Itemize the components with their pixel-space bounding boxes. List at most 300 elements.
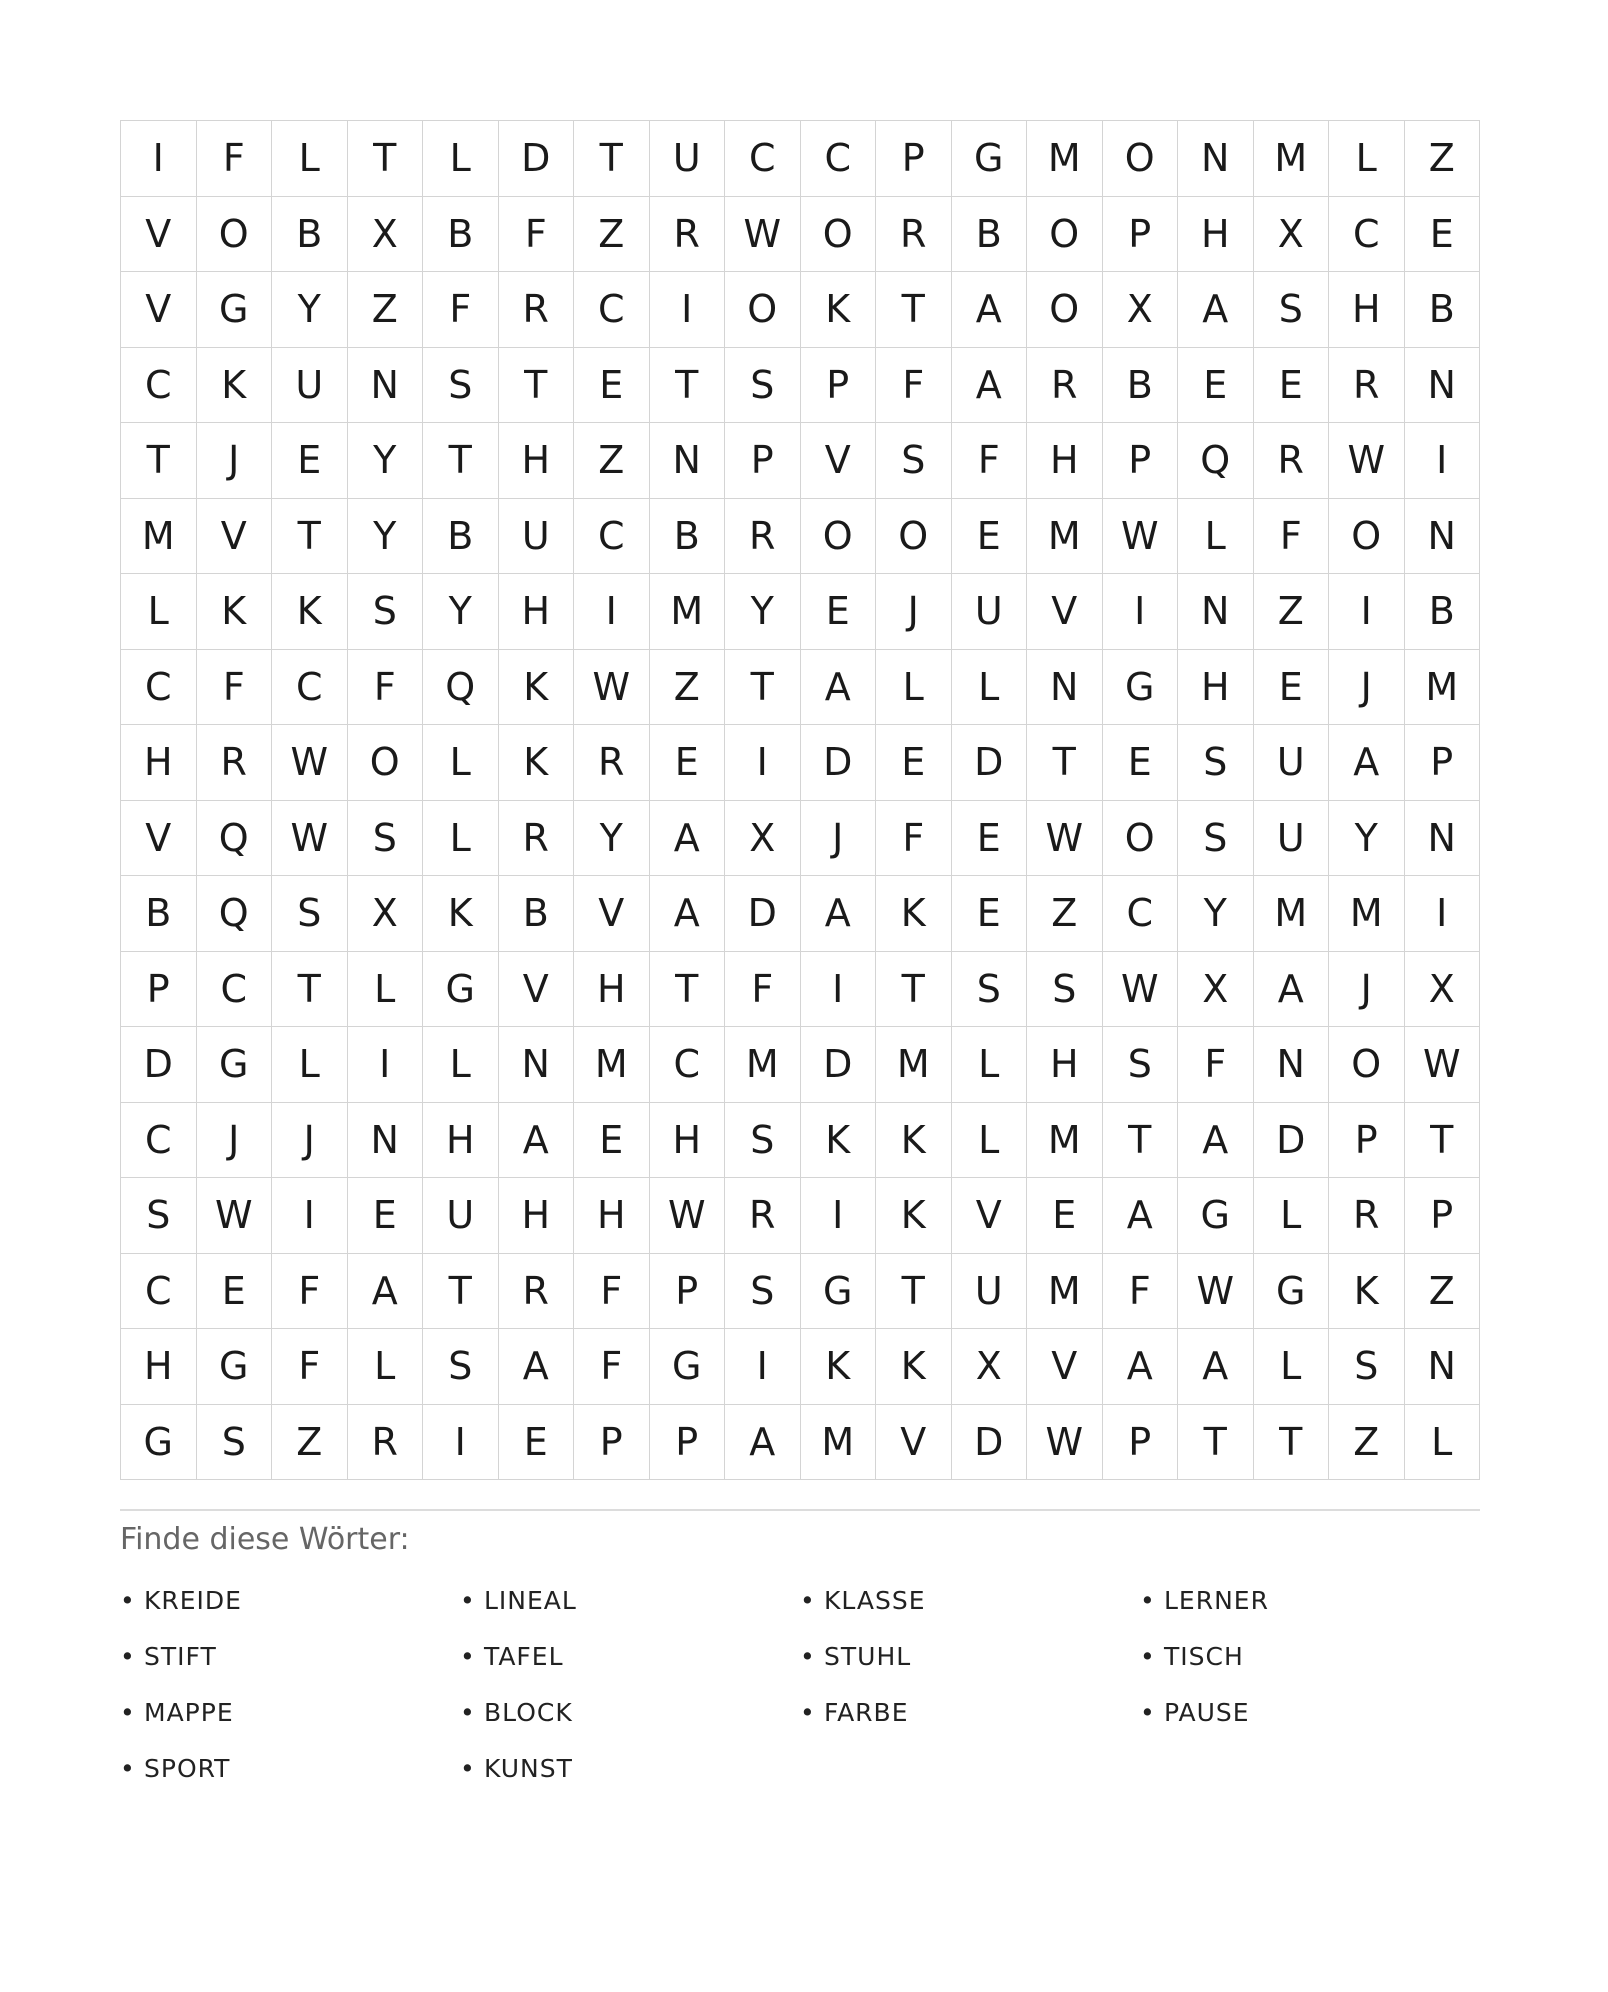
grid-cell[interactable]: Z	[1329, 1405, 1405, 1481]
grid-cell[interactable]: V	[121, 197, 197, 273]
grid-cell[interactable]: U	[272, 348, 348, 424]
grid-cell[interactable]: K	[499, 650, 575, 726]
grid-cell[interactable]: U	[1254, 725, 1330, 801]
grid-cell[interactable]: F	[725, 952, 801, 1028]
grid-cell[interactable]: T	[1254, 1405, 1330, 1481]
grid-cell[interactable]: L	[121, 574, 197, 650]
grid-cell[interactable]: X	[348, 197, 424, 273]
grid-cell[interactable]: H	[423, 1103, 499, 1179]
grid-cell[interactable]: F	[952, 423, 1028, 499]
grid-cell[interactable]: M	[650, 574, 726, 650]
grid-cell[interactable]: P	[650, 1254, 726, 1330]
grid-cell[interactable]: P	[1405, 725, 1481, 801]
grid-cell[interactable]: T	[650, 952, 726, 1028]
grid-cell[interactable]: T	[423, 423, 499, 499]
grid-cell[interactable]: F	[574, 1329, 650, 1405]
grid-cell[interactable]: I	[801, 952, 877, 1028]
grid-cell[interactable]: A	[650, 801, 726, 877]
grid-cell[interactable]: L	[1254, 1329, 1330, 1405]
grid-cell[interactable]: A	[1329, 725, 1405, 801]
grid-cell[interactable]: T	[876, 952, 952, 1028]
grid-cell[interactable]: C	[121, 650, 197, 726]
grid-cell[interactable]: N	[1405, 499, 1481, 575]
grid-cell[interactable]: Z	[348, 272, 424, 348]
grid-cell[interactable]: A	[725, 1405, 801, 1481]
grid-cell[interactable]: F	[876, 348, 952, 424]
grid-cell[interactable]: F	[876, 801, 952, 877]
grid-cell[interactable]: O	[197, 197, 273, 273]
grid-cell[interactable]: I	[650, 272, 726, 348]
grid-cell[interactable]: O	[801, 499, 877, 575]
grid-cell[interactable]: O	[1329, 1027, 1405, 1103]
grid-cell[interactable]: R	[725, 1178, 801, 1254]
grid-cell[interactable]: F	[197, 650, 273, 726]
grid-cell[interactable]: T	[650, 348, 726, 424]
grid-cell[interactable]: H	[1027, 423, 1103, 499]
grid-cell[interactable]: B	[952, 197, 1028, 273]
grid-cell[interactable]: E	[499, 1405, 575, 1481]
grid-cell[interactable]: K	[876, 1103, 952, 1179]
grid-cell[interactable]: B	[121, 876, 197, 952]
grid-cell[interactable]: R	[650, 197, 726, 273]
grid-cell[interactable]: O	[801, 197, 877, 273]
grid-cell[interactable]: O	[1103, 121, 1179, 197]
grid-cell[interactable]: T	[725, 650, 801, 726]
grid-cell[interactable]: V	[197, 499, 273, 575]
grid-cell[interactable]: W	[1027, 801, 1103, 877]
grid-cell[interactable]: H	[499, 1178, 575, 1254]
grid-cell[interactable]: U	[499, 499, 575, 575]
grid-cell[interactable]: C	[1329, 197, 1405, 273]
grid-cell[interactable]: Z	[1254, 574, 1330, 650]
grid-cell[interactable]: E	[952, 801, 1028, 877]
grid-cell[interactable]: S	[121, 1178, 197, 1254]
grid-cell[interactable]: L	[1405, 1405, 1481, 1481]
grid-cell[interactable]: F	[272, 1254, 348, 1330]
grid-cell[interactable]: L	[423, 725, 499, 801]
grid-cell[interactable]: P	[1103, 197, 1179, 273]
grid-cell[interactable]: X	[725, 801, 801, 877]
grid-cell[interactable]: E	[1103, 725, 1179, 801]
grid-cell[interactable]: D	[499, 121, 575, 197]
grid-cell[interactable]: T	[876, 272, 952, 348]
grid-cell[interactable]: G	[197, 272, 273, 348]
grid-cell[interactable]: L	[876, 650, 952, 726]
grid-cell[interactable]: P	[650, 1405, 726, 1481]
grid-cell[interactable]: M	[1027, 1103, 1103, 1179]
grid-cell[interactable]: F	[499, 197, 575, 273]
grid-cell[interactable]: H	[121, 1329, 197, 1405]
grid-cell[interactable]: G	[197, 1027, 273, 1103]
grid-cell[interactable]: E	[197, 1254, 273, 1330]
grid-cell[interactable]: H	[1178, 197, 1254, 273]
grid-cell[interactable]: D	[725, 876, 801, 952]
grid-cell[interactable]: L	[348, 1329, 424, 1405]
grid-cell[interactable]: C	[650, 1027, 726, 1103]
grid-cell[interactable]: T	[272, 499, 348, 575]
grid-cell[interactable]: P	[1405, 1178, 1481, 1254]
grid-cell[interactable]: V	[1027, 574, 1103, 650]
grid-cell[interactable]: S	[348, 801, 424, 877]
grid-cell[interactable]: E	[348, 1178, 424, 1254]
grid-cell[interactable]: I	[121, 121, 197, 197]
grid-cell[interactable]: W	[1405, 1027, 1481, 1103]
grid-cell[interactable]: A	[348, 1254, 424, 1330]
grid-cell[interactable]: G	[197, 1329, 273, 1405]
grid-cell[interactable]: I	[1405, 876, 1481, 952]
grid-cell[interactable]: R	[876, 197, 952, 273]
grid-cell[interactable]: H	[499, 423, 575, 499]
grid-cell[interactable]: O	[876, 499, 952, 575]
grid-cell[interactable]: Y	[574, 801, 650, 877]
grid-cell[interactable]: I	[1103, 574, 1179, 650]
grid-cell[interactable]: A	[952, 348, 1028, 424]
grid-cell[interactable]: R	[725, 499, 801, 575]
grid-cell[interactable]: L	[952, 1027, 1028, 1103]
grid-cell[interactable]: Y	[725, 574, 801, 650]
grid-cell[interactable]: M	[1027, 121, 1103, 197]
grid-cell[interactable]: I	[272, 1178, 348, 1254]
grid-cell[interactable]: X	[348, 876, 424, 952]
grid-cell[interactable]: D	[801, 725, 877, 801]
grid-cell[interactable]: T	[876, 1254, 952, 1330]
grid-cell[interactable]: B	[423, 499, 499, 575]
grid-cell[interactable]: M	[1027, 499, 1103, 575]
grid-cell[interactable]: V	[876, 1405, 952, 1481]
grid-cell[interactable]: N	[1178, 121, 1254, 197]
grid-cell[interactable]: S	[348, 574, 424, 650]
grid-cell[interactable]: C	[1103, 876, 1179, 952]
grid-cell[interactable]: O	[1027, 197, 1103, 273]
grid-cell[interactable]: K	[876, 1178, 952, 1254]
grid-cell[interactable]: J	[197, 423, 273, 499]
grid-cell[interactable]: M	[801, 1405, 877, 1481]
grid-cell[interactable]: A	[1254, 952, 1330, 1028]
grid-cell[interactable]: F	[197, 121, 273, 197]
grid-cell[interactable]: Q	[197, 801, 273, 877]
grid-cell[interactable]: L	[1178, 499, 1254, 575]
grid-cell[interactable]: T	[1103, 1103, 1179, 1179]
grid-cell[interactable]: E	[1405, 197, 1481, 273]
grid-cell[interactable]: U	[952, 1254, 1028, 1330]
grid-cell[interactable]: B	[423, 197, 499, 273]
grid-cell[interactable]: E	[1254, 650, 1330, 726]
grid-cell[interactable]: S	[1329, 1329, 1405, 1405]
grid-cell[interactable]: A	[1178, 1329, 1254, 1405]
grid-cell[interactable]: C	[121, 1103, 197, 1179]
grid-cell[interactable]: A	[1103, 1329, 1179, 1405]
grid-cell[interactable]: W	[1103, 952, 1179, 1028]
grid-cell[interactable]: G	[1178, 1178, 1254, 1254]
grid-cell[interactable]: V	[952, 1178, 1028, 1254]
grid-cell[interactable]: J	[801, 801, 877, 877]
grid-cell[interactable]: K	[801, 1329, 877, 1405]
grid-cell[interactable]: P	[876, 121, 952, 197]
grid-cell[interactable]: U	[1254, 801, 1330, 877]
grid-cell[interactable]: K	[801, 272, 877, 348]
grid-cell[interactable]: B	[272, 197, 348, 273]
grid-cell[interactable]: P	[1103, 1405, 1179, 1481]
grid-cell[interactable]: Y	[1329, 801, 1405, 877]
grid-cell[interactable]: A	[801, 876, 877, 952]
grid-cell[interactable]: Y	[348, 499, 424, 575]
grid-cell[interactable]: J	[197, 1103, 273, 1179]
grid-cell[interactable]: H	[1027, 1027, 1103, 1103]
grid-cell[interactable]: D	[952, 1405, 1028, 1481]
grid-cell[interactable]: M	[876, 1027, 952, 1103]
grid-cell[interactable]: T	[348, 121, 424, 197]
grid-cell[interactable]: U	[423, 1178, 499, 1254]
grid-cell[interactable]: L	[1254, 1178, 1330, 1254]
grid-cell[interactable]: N	[1405, 1329, 1481, 1405]
grid-cell[interactable]: P	[574, 1405, 650, 1481]
grid-cell[interactable]: S	[725, 348, 801, 424]
grid-cell[interactable]: J	[1329, 650, 1405, 726]
grid-cell[interactable]: F	[423, 272, 499, 348]
grid-cell[interactable]: B	[1405, 574, 1481, 650]
grid-cell[interactable]: T	[272, 952, 348, 1028]
grid-cell[interactable]: S	[1103, 1027, 1179, 1103]
grid-cell[interactable]: W	[1178, 1254, 1254, 1330]
grid-cell[interactable]: H	[121, 725, 197, 801]
grid-cell[interactable]: L	[272, 1027, 348, 1103]
grid-cell[interactable]: C	[801, 121, 877, 197]
grid-cell[interactable]: R	[1027, 348, 1103, 424]
grid-cell[interactable]: L	[952, 1103, 1028, 1179]
grid-cell[interactable]: M	[1405, 650, 1481, 726]
grid-cell[interactable]: N	[650, 423, 726, 499]
grid-cell[interactable]: L	[1329, 121, 1405, 197]
grid-cell[interactable]: S	[952, 952, 1028, 1028]
grid-cell[interactable]: W	[725, 197, 801, 273]
grid-cell[interactable]: A	[1103, 1178, 1179, 1254]
grid-cell[interactable]: R	[499, 1254, 575, 1330]
grid-cell[interactable]: G	[423, 952, 499, 1028]
grid-cell[interactable]: K	[197, 574, 273, 650]
grid-cell[interactable]: Y	[423, 574, 499, 650]
grid-cell[interactable]: R	[197, 725, 273, 801]
grid-cell[interactable]: T	[499, 348, 575, 424]
grid-cell[interactable]: S	[423, 1329, 499, 1405]
grid-cell[interactable]: Z	[1405, 121, 1481, 197]
grid-cell[interactable]: B	[499, 876, 575, 952]
grid-cell[interactable]: S	[423, 348, 499, 424]
grid-cell[interactable]: F	[1254, 499, 1330, 575]
grid-cell[interactable]: N	[1405, 348, 1481, 424]
grid-cell[interactable]: K	[876, 876, 952, 952]
grid-cell[interactable]: D	[952, 725, 1028, 801]
grid-cell[interactable]: O	[1329, 499, 1405, 575]
grid-cell[interactable]: E	[1178, 348, 1254, 424]
grid-cell[interactable]: T	[1027, 725, 1103, 801]
grid-cell[interactable]: X	[1178, 952, 1254, 1028]
grid-cell[interactable]: P	[121, 952, 197, 1028]
grid-cell[interactable]: W	[650, 1178, 726, 1254]
grid-cell[interactable]: W	[1329, 423, 1405, 499]
grid-cell[interactable]: C	[121, 348, 197, 424]
grid-cell[interactable]: M	[1329, 876, 1405, 952]
grid-cell[interactable]: M	[1254, 876, 1330, 952]
grid-cell[interactable]: S	[1254, 272, 1330, 348]
grid-cell[interactable]: A	[1178, 272, 1254, 348]
grid-cell[interactable]: N	[348, 1103, 424, 1179]
grid-cell[interactable]: B	[1103, 348, 1179, 424]
grid-cell[interactable]: S	[1178, 725, 1254, 801]
grid-cell[interactable]: J	[272, 1103, 348, 1179]
grid-cell[interactable]: R	[499, 272, 575, 348]
grid-cell[interactable]: I	[1329, 574, 1405, 650]
grid-cell[interactable]: J	[876, 574, 952, 650]
grid-cell[interactable]: C	[197, 952, 273, 1028]
grid-cell[interactable]: Z	[272, 1405, 348, 1481]
grid-cell[interactable]: I	[725, 1329, 801, 1405]
grid-cell[interactable]: R	[1329, 348, 1405, 424]
grid-cell[interactable]: W	[272, 725, 348, 801]
grid-cell[interactable]: E	[574, 348, 650, 424]
grid-cell[interactable]: F	[1178, 1027, 1254, 1103]
grid-cell[interactable]: N	[348, 348, 424, 424]
grid-cell[interactable]: E	[952, 499, 1028, 575]
grid-cell[interactable]: D	[801, 1027, 877, 1103]
grid-cell[interactable]: L	[348, 952, 424, 1028]
grid-cell[interactable]: C	[574, 499, 650, 575]
grid-cell[interactable]: T	[1178, 1405, 1254, 1481]
grid-cell[interactable]: Y	[272, 272, 348, 348]
grid-cell[interactable]: E	[272, 423, 348, 499]
grid-cell[interactable]: E	[801, 574, 877, 650]
grid-cell[interactable]: K	[272, 574, 348, 650]
grid-cell[interactable]: U	[650, 121, 726, 197]
grid-cell[interactable]: F	[1103, 1254, 1179, 1330]
grid-cell[interactable]: V	[574, 876, 650, 952]
grid-cell[interactable]: M	[121, 499, 197, 575]
grid-cell[interactable]: G	[952, 121, 1028, 197]
grid-cell[interactable]: H	[1329, 272, 1405, 348]
grid-cell[interactable]: V	[121, 801, 197, 877]
grid-cell[interactable]: B	[1405, 272, 1481, 348]
grid-cell[interactable]: R	[348, 1405, 424, 1481]
grid-cell[interactable]: S	[725, 1254, 801, 1330]
grid-cell[interactable]: S	[197, 1405, 273, 1481]
grid-cell[interactable]: M	[574, 1027, 650, 1103]
grid-cell[interactable]: V	[499, 952, 575, 1028]
grid-cell[interactable]: G	[1103, 650, 1179, 726]
grid-cell[interactable]: E	[1027, 1178, 1103, 1254]
grid-cell[interactable]: B	[650, 499, 726, 575]
grid-cell[interactable]: E	[876, 725, 952, 801]
grid-cell[interactable]: R	[574, 725, 650, 801]
grid-cell[interactable]: N	[1178, 574, 1254, 650]
grid-cell[interactable]: X	[1103, 272, 1179, 348]
grid-cell[interactable]: R	[1254, 423, 1330, 499]
grid-cell[interactable]: I	[574, 574, 650, 650]
grid-cell[interactable]: W	[574, 650, 650, 726]
grid-cell[interactable]: Z	[1027, 876, 1103, 952]
grid-cell[interactable]: A	[952, 272, 1028, 348]
grid-cell[interactable]: S	[876, 423, 952, 499]
grid-cell[interactable]: K	[876, 1329, 952, 1405]
grid-cell[interactable]: U	[952, 574, 1028, 650]
grid-cell[interactable]: Z	[1405, 1254, 1481, 1330]
grid-cell[interactable]: K	[499, 725, 575, 801]
grid-cell[interactable]: M	[725, 1027, 801, 1103]
grid-cell[interactable]: P	[1103, 423, 1179, 499]
grid-cell[interactable]: A	[499, 1103, 575, 1179]
grid-cell[interactable]: F	[272, 1329, 348, 1405]
grid-cell[interactable]: L	[952, 650, 1028, 726]
grid-cell[interactable]: I	[1405, 423, 1481, 499]
grid-cell[interactable]: G	[1254, 1254, 1330, 1330]
grid-cell[interactable]: Y	[1178, 876, 1254, 952]
grid-cell[interactable]: I	[348, 1027, 424, 1103]
grid-cell[interactable]: W	[272, 801, 348, 877]
grid-cell[interactable]: P	[801, 348, 877, 424]
grid-cell[interactable]: E	[1254, 348, 1330, 424]
grid-cell[interactable]: V	[1027, 1329, 1103, 1405]
grid-cell[interactable]: H	[499, 574, 575, 650]
grid-cell[interactable]: T	[1405, 1103, 1481, 1179]
grid-cell[interactable]: N	[499, 1027, 575, 1103]
grid-cell[interactable]: F	[574, 1254, 650, 1330]
grid-cell[interactable]: C	[574, 272, 650, 348]
grid-cell[interactable]: K	[197, 348, 273, 424]
grid-cell[interactable]: E	[650, 725, 726, 801]
grid-cell[interactable]: A	[499, 1329, 575, 1405]
grid-cell[interactable]: E	[952, 876, 1028, 952]
grid-cell[interactable]: G	[801, 1254, 877, 1330]
grid-cell[interactable]: P	[1329, 1103, 1405, 1179]
grid-cell[interactable]: X	[1405, 952, 1481, 1028]
grid-cell[interactable]: A	[1178, 1103, 1254, 1179]
grid-cell[interactable]: H	[1178, 650, 1254, 726]
grid-cell[interactable]: T	[574, 121, 650, 197]
grid-cell[interactable]: Z	[574, 423, 650, 499]
grid-cell[interactable]: L	[272, 121, 348, 197]
grid-cell[interactable]: I	[725, 725, 801, 801]
grid-cell[interactable]: N	[1405, 801, 1481, 877]
grid-cell[interactable]: Y	[348, 423, 424, 499]
grid-cell[interactable]: H	[574, 952, 650, 1028]
grid-cell[interactable]: W	[1103, 499, 1179, 575]
grid-cell[interactable]: L	[423, 1027, 499, 1103]
grid-cell[interactable]: Q	[197, 876, 273, 952]
grid-cell[interactable]: A	[650, 876, 726, 952]
grid-cell[interactable]: L	[423, 121, 499, 197]
grid-cell[interactable]: M	[1254, 121, 1330, 197]
grid-cell[interactable]: I	[801, 1178, 877, 1254]
grid-cell[interactable]: V	[121, 272, 197, 348]
grid-cell[interactable]: O	[1103, 801, 1179, 877]
grid-cell[interactable]: T	[423, 1254, 499, 1330]
grid-cell[interactable]: G	[650, 1329, 726, 1405]
grid-cell[interactable]: P	[725, 423, 801, 499]
grid-cell[interactable]: J	[1329, 952, 1405, 1028]
grid-cell[interactable]: S	[725, 1103, 801, 1179]
grid-cell[interactable]: C	[121, 1254, 197, 1330]
grid-cell[interactable]: W	[197, 1178, 273, 1254]
grid-cell[interactable]: H	[574, 1178, 650, 1254]
grid-cell[interactable]: C	[272, 650, 348, 726]
grid-cell[interactable]: H	[650, 1103, 726, 1179]
grid-cell[interactable]: D	[1254, 1103, 1330, 1179]
grid-cell[interactable]: Q	[423, 650, 499, 726]
grid-cell[interactable]: Q	[1178, 423, 1254, 499]
grid-cell[interactable]: L	[423, 801, 499, 877]
grid-cell[interactable]: O	[348, 725, 424, 801]
grid-cell[interactable]: O	[1027, 272, 1103, 348]
grid-cell[interactable]: N	[1254, 1027, 1330, 1103]
grid-cell[interactable]: D	[121, 1027, 197, 1103]
